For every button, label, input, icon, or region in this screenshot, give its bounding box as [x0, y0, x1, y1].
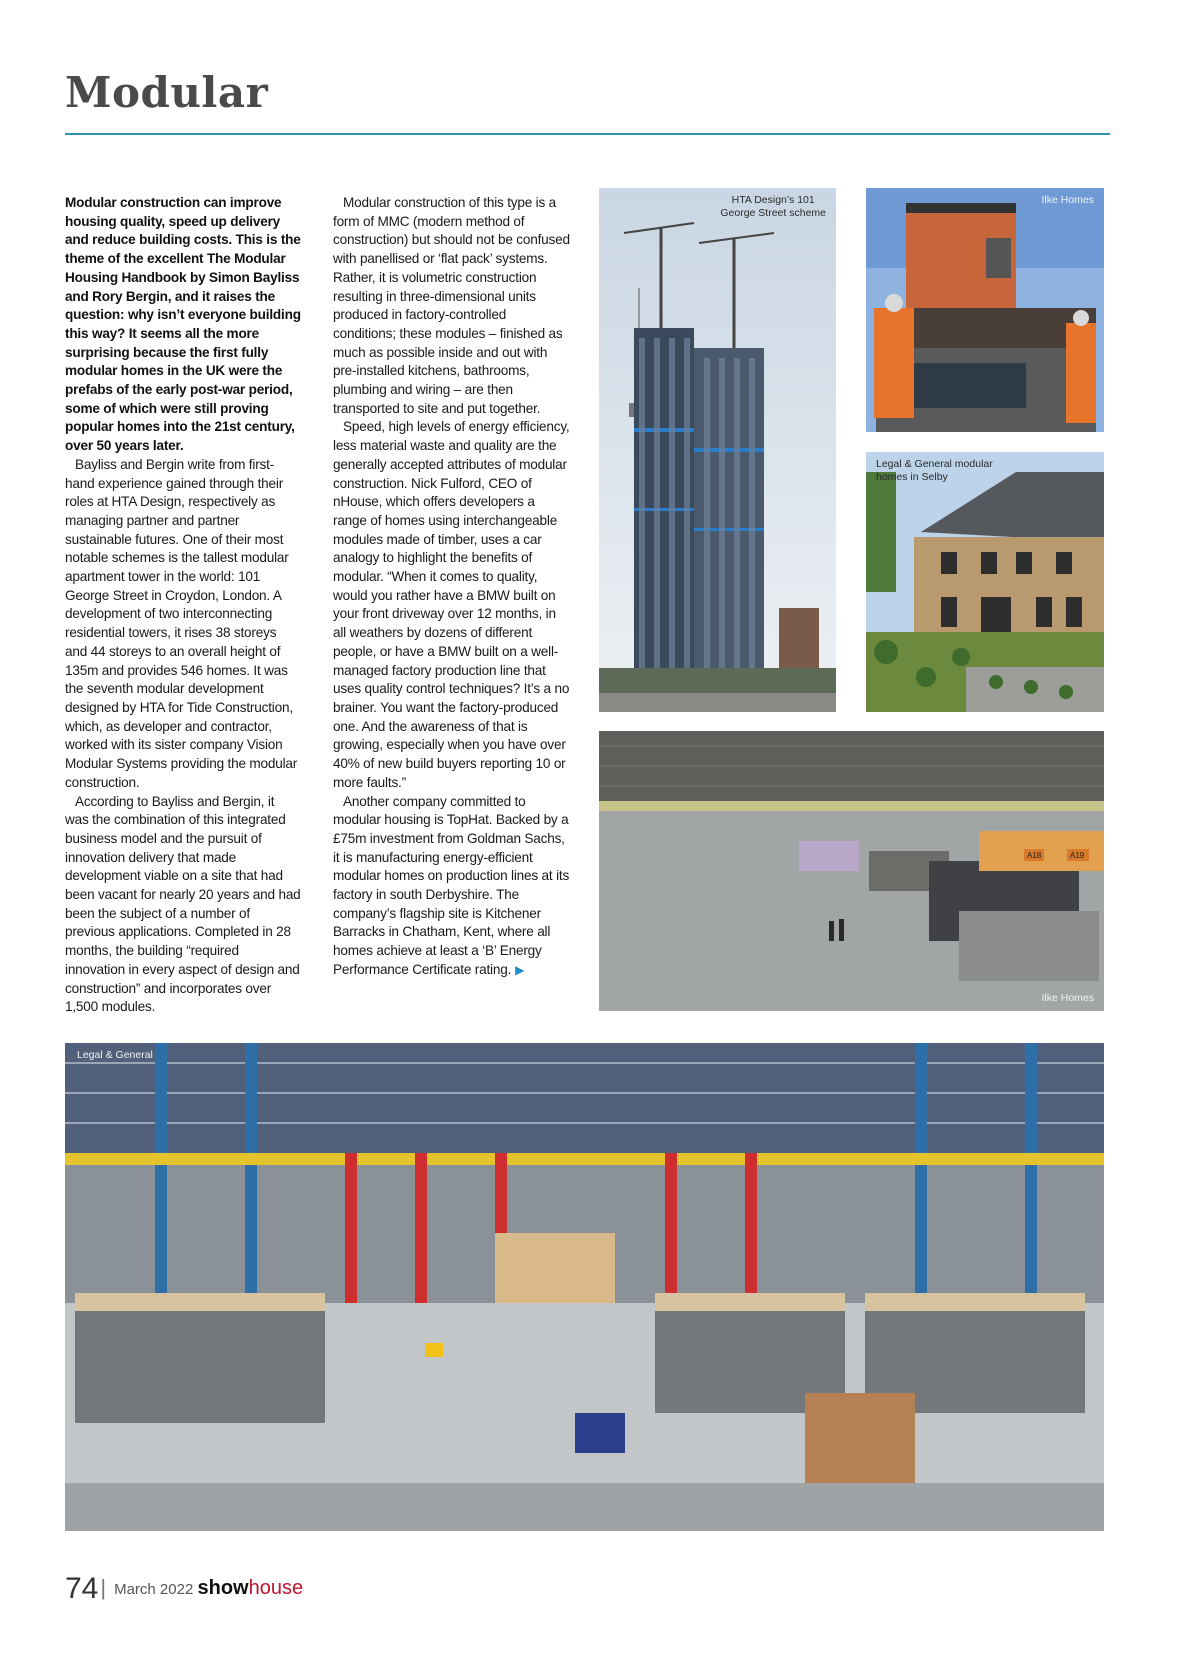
article-column-2 [333, 194, 571, 980]
article-column-1 [65, 194, 301, 1017]
photo-credit: Legal & General [77, 1049, 153, 1061]
continue-arrow-icon: ▶ [515, 962, 525, 977]
paragraph: Speed, high levels of energy efficiency, less material waste and quality are the generally accepted attributes of modular construction. Nick Fulford, CEO of nHouse, which offers developers a range of homes using interchangeable modules made of timber, uses a car analogy to highlight the benefits of modular. “When it comes to quality, would you rather have a BMW built on your front driveway over 12 months, in all weathers by dozens of different people, or have a BMW built on a well-managed factory production line that uses quality control techniques? It’s a no brainer. You want the factory-produced one. And the awareness of that is growing, especially when you have over 40% of new build buyers reporting 10 or more faults.” [333, 419, 570, 790]
large-factory-photo [65, 1043, 1104, 1531]
photo-credit: Ilke Homes [1041, 992, 1094, 1004]
tower-caption: HTA Design’s 101 George Street scheme [720, 194, 826, 219]
paragraph [333, 793, 571, 980]
footer-divider: | [100, 1575, 107, 1600]
bay-label: A18 [1027, 851, 1042, 860]
page-number: 74 [65, 1572, 99, 1605]
selby-caption: Legal & General modular homes in Selby [876, 458, 993, 483]
lead-paragraph: Modular construction can improve housing quality, speed up delivery and reduce building costs. This is the theme of the excellent The Modular Housing Handbook by Simon Bayliss and Rory Bergin, and it raises the question: why isn’t everyone building this way? It seems all the more surprising because the first fully modular homes in the UK were the prefabs of the early post-war period, some of which were still proving popular homes into the 21st century, over 50 years later. [65, 195, 301, 454]
header-rule [65, 133, 1110, 135]
module-lift-photo [866, 188, 1104, 432]
paragraph: Bayliss and Bergin write from first-hand experience gained through their roles at HTA Design, respectively as managing partner and partner sustainable futures. One of their most notable schemes is the tallest modular apartment tower in the world: 101 George Street in Croydon, London. A development of two interconnecting residential towers, it rises 38 storeys and 44 storeys to an overall height of 135m and provides 546 homes. It was the seventh modular development designed by HTA for Tide Construction, which, as developer and contractor, worked with its sister company Vision Modular Systems providing the modular construction. [65, 456, 298, 790]
paragraph: Modular construction of this type is a form of MMC (modern method of construction) but should not be confused with panellised or ‘flat pack’ systems. Rather, it is volumetric construction resulting in three-dimensional units produced in factory-controlled conditions; these modules – finished as much as possible inside and out with pre-installed kitchens, bathrooms, plumbing and wiring – are then transported to site and put together. [333, 195, 570, 416]
bay-label: A19 [1070, 851, 1085, 860]
photo-credit: Ilke Homes [1041, 194, 1094, 206]
brand-show: show [197, 1577, 249, 1599]
paragraph-text: Another company committed to modular housing is TopHat. Backed by a £75m investment from Goldman Sachs, it is manufacturing energy-efficient modular homes on production lines at its factory in south Derbyshire. The company’s flagship site is Kitchener Barracks in Chatham, Kent, where all homes achieve at least a ‘B’ Energy Performance Certificate rating. [333, 793, 570, 977]
selby-homes-photo [866, 452, 1104, 712]
issue-date: March 2022 [114, 1581, 194, 1598]
page-footer [65, 1572, 303, 1606]
section-title: Modular [65, 68, 269, 117]
factory-photo [599, 731, 1104, 1011]
paragraph: According to Bayliss and Bergin, it was the combination of this integrated business model and the pursuit of innovation delivery that made development viable on a site that had been vacant for nearly 20 years and had been the subject of a number of previous applications. Completed in 28 months, the building “required innovation in every aspect of design and construction” and incorporates over 1,500 modules. [65, 793, 301, 1015]
tower-photo [599, 188, 836, 712]
brand-house: house [248, 1577, 304, 1599]
